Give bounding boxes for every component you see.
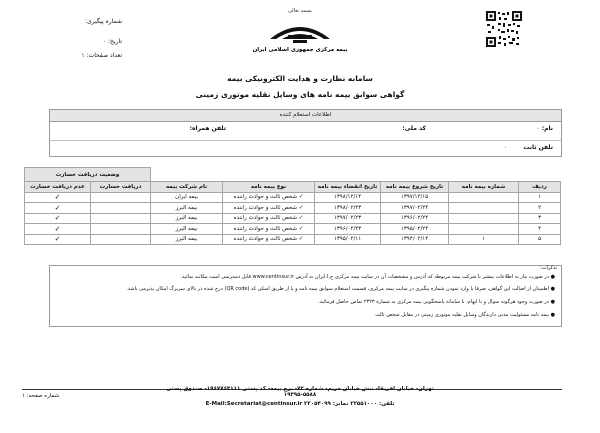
qr-code-icon[interactable] bbox=[486, 11, 522, 47]
national-code-label: کد ملی: bbox=[402, 125, 426, 132]
date-value: ۰ bbox=[102, 38, 107, 45]
cell-claim-received bbox=[91, 234, 151, 245]
table-row bbox=[25, 224, 561, 235]
cell-policy-number bbox=[449, 224, 519, 235]
system-title: سامانه نظارت و هدایت الکترونیکی بیمه bbox=[227, 74, 373, 83]
cell-expiry-date: ۱۳۹۷/۰۲/۲۳ bbox=[315, 213, 381, 224]
cell-policy-number bbox=[449, 203, 519, 214]
note-item: ● در صورت وجود هرگونه سوال و یا ابهام، با سامانه پاسخگویی بیمه مرکزی به شماره ۲۳۲۳ تماس حاصل فرمائید. bbox=[318, 299, 555, 305]
col-claim-received: دریافت خسارت bbox=[91, 182, 151, 193]
tracking-number-label: شماره پیگیری: bbox=[85, 18, 122, 25]
name-label: نام: bbox=[541, 125, 553, 132]
note-item: ● بیمه نامه مسئولیت مدنی دارندگان وسایل نقلیه موتوری زمینی در مقابل شخص ثالث bbox=[375, 312, 555, 318]
footer-contact: تلفن: ۲۲۵۵۱۰۰۰ نمابر: ۲۲۰۵۴۰۹۹ E-Mail:Secretariat@centinsur.ir bbox=[205, 401, 395, 407]
note-text: در صورت نیاز به اطلاعات بیشتر با شرکت بیمه مربوطه که آدرس و مشخصات آن در سایت بیمه مرکزی ج.ا.ایران به آدرس www.centinsur.ir قابل دسترسی است مکاتبه نمائید. bbox=[180, 274, 550, 280]
cell-no-claim-check: ✓ bbox=[25, 203, 91, 214]
insurance-history-table bbox=[24, 167, 560, 245]
logo-caption: بیمه مرکزی جمهوری اسلامی ایران bbox=[252, 47, 348, 53]
cell-policy-number bbox=[449, 192, 519, 203]
note-text: اطمینان از اصالت این گواهی، صرفا با وارد نمودن شماره پیگیری در سایت بیمه مرکزی، قسمت استعلام سوابق بیمه نامه و یا از طریق اسکن کد (QR code) درج شده در بالای سربرگ امکان پذیرمی باشد. bbox=[126, 286, 550, 292]
cell-expiry-date: ۱۳۹۸/۱۲/۱۴ bbox=[315, 192, 381, 203]
page-number-value: ۱ bbox=[22, 393, 25, 399]
cell-policy-type: ✓ شخص ثالث و حوادث راننده bbox=[223, 192, 315, 203]
cell-expiry-date: ۱۳۹۵/۰۲/۱۱ bbox=[315, 234, 381, 245]
footer-address: تهران- خیابان افریقا- نبش خیابان مریم- شماره ۷۲- برج بیمه- کد پستی ۱۹۶۷۷۶۴۱۱۱- صندوق پستی ۵۵۸۸-۱۹۳۹۵ bbox=[166, 386, 434, 398]
col-policy-type: نوع بیمه نامه bbox=[223, 182, 315, 193]
cell-expiry-date: ۱۳۹۶/۰۲/۲۳ bbox=[315, 224, 381, 235]
cell-no-claim-check: ✓ bbox=[25, 224, 91, 235]
cell-start-date: ۱۳۹۴/۰۲/۱۴ bbox=[381, 234, 449, 245]
cell-policy-number: ۱ bbox=[449, 234, 519, 245]
tracking-number-row bbox=[12, 18, 122, 25]
date-label: تاریخ: bbox=[108, 38, 122, 45]
notes-box bbox=[49, 265, 562, 327]
central-insurance-logo bbox=[252, 17, 348, 69]
table-row bbox=[25, 203, 561, 214]
col-insurer-name: نام شرکت بیمه bbox=[151, 182, 223, 193]
cell-expiry-date: ۱۳۹۸/۰۲/۲۳ bbox=[315, 203, 381, 214]
page-number bbox=[22, 393, 82, 399]
landline-field bbox=[504, 144, 553, 151]
cell-insurer-name: بیمه البرز bbox=[151, 213, 223, 224]
col-row-number: ردیف bbox=[519, 182, 561, 193]
applicant-row-divider bbox=[50, 140, 561, 141]
name-field bbox=[536, 125, 553, 132]
cell-start-date: ۱۳۹۶/۰۲/۲۴ bbox=[381, 213, 449, 224]
cell-claim-received bbox=[91, 192, 151, 203]
cell-policy-type: ✓ شخص ثالث و حوادث راننده bbox=[223, 213, 315, 224]
cell-no-claim-check: ✓ bbox=[25, 234, 91, 245]
cell-insurer-name: بیمه البرز bbox=[151, 203, 223, 214]
cell-start-date: ۱۳۹۷/۱۲/۱۵ bbox=[381, 192, 449, 203]
cell-no-claim-check: ✓ bbox=[25, 213, 91, 224]
claim-status-group-header: وضعیت دریافت خسارت bbox=[25, 168, 151, 182]
table-row bbox=[25, 213, 561, 224]
note-item: ● اطمینان از اصالت این گواهی، صرفا با وارد نمودن شماره پیگیری در سایت بیمه مرکزی، قسمت استعلام سوابق بیمه نامه و یا از طریق اسکن کد (QR code) درج شده در بالای سربرگ امکان پذیرمی باشد. bbox=[126, 286, 555, 292]
cell-row-number: ۲ bbox=[519, 203, 561, 214]
table-row bbox=[25, 234, 561, 245]
cell-start-date: ۱۳۹۵/۰۲/۲۴ bbox=[381, 224, 449, 235]
cell-row-number: ۳ bbox=[519, 213, 561, 224]
cell-insurer-name: بیمه ایران bbox=[151, 192, 223, 203]
certificate-title: گواهی سوابق بیمه نامه های وسایل نقلیه موتوری زمینی bbox=[195, 90, 405, 99]
note-item: ● در صورت نیاز به اطلاعات بیشتر با شرکت بیمه مربوطه که آدرس و مشخصات آن در سایت بیمه مرکزی ج.ا.ایران به آدرس www.centinsur.ir قابل دسترسی است مکاتبه نمائید. bbox=[180, 274, 555, 280]
col-policy-number: شماره بیمه نامه bbox=[449, 182, 519, 193]
cell-insurer-name: بیمه البرز bbox=[151, 224, 223, 235]
cell-claim-received bbox=[91, 213, 151, 224]
landline-value: ۰ bbox=[504, 144, 508, 151]
applicant-section-title: اطلاعات استعلام کننده bbox=[50, 110, 561, 122]
cell-insurer-name: بیمه البرز bbox=[151, 234, 223, 245]
cell-policy-number bbox=[449, 213, 519, 224]
col-start-date: تاریخ شروع بیمه نامه bbox=[381, 182, 449, 193]
notes-title: تذکرات: bbox=[540, 265, 557, 271]
cell-claim-received bbox=[91, 224, 151, 235]
cell-policy-type: ✓ شخص ثالث و حوادث راننده bbox=[223, 234, 315, 245]
col-no-claim: عدم دریافت خسارت bbox=[25, 182, 91, 193]
cell-no-claim-check: ✓ bbox=[25, 192, 91, 203]
cell-row-number: ۴ bbox=[519, 224, 561, 235]
name-value: ۰ bbox=[536, 125, 540, 132]
mobile-label: تلفن همراه: bbox=[189, 125, 226, 132]
cell-policy-type: ✓ شخص ثالث و حوادث راننده bbox=[223, 224, 315, 235]
note-text: در صورت وجود هرگونه سوال و یا ابهام، با سامانه پاسخگویی بیمه مرکزی به شماره ۲۳۲۳ تماس حاصل فرمائید. bbox=[318, 299, 550, 305]
cell-start-date: ۱۳۹۷/۰۲/۲۴ bbox=[381, 203, 449, 214]
cell-claim-received bbox=[91, 203, 151, 214]
table-row bbox=[25, 192, 561, 203]
landline-label: تلفن ثابت bbox=[523, 144, 553, 151]
date-row bbox=[12, 38, 122, 45]
page-number-label: شماره صفحه: bbox=[26, 393, 60, 399]
cell-row-number: ۵ bbox=[519, 234, 561, 245]
cell-row-number: ۱ bbox=[519, 192, 561, 203]
note-text: بیمه نامه مسئولیت مدنی دارندگان وسایل نقلیه موتوری زمینی در مقابل شخص ثالث bbox=[375, 312, 550, 318]
page-count-row bbox=[12, 52, 122, 59]
applicant-info-box bbox=[49, 109, 562, 157]
bismillah: بسمه تعالی bbox=[287, 8, 313, 14]
col-expiry-date: تاریخ انقضاء بیمه نامه bbox=[315, 182, 381, 193]
cell-policy-type: ✓ شخص ثالث و حوادث راننده bbox=[223, 203, 315, 214]
page-count-label: تعداد صفحات: bbox=[86, 52, 122, 59]
page-count-value: ۱ bbox=[81, 52, 85, 59]
